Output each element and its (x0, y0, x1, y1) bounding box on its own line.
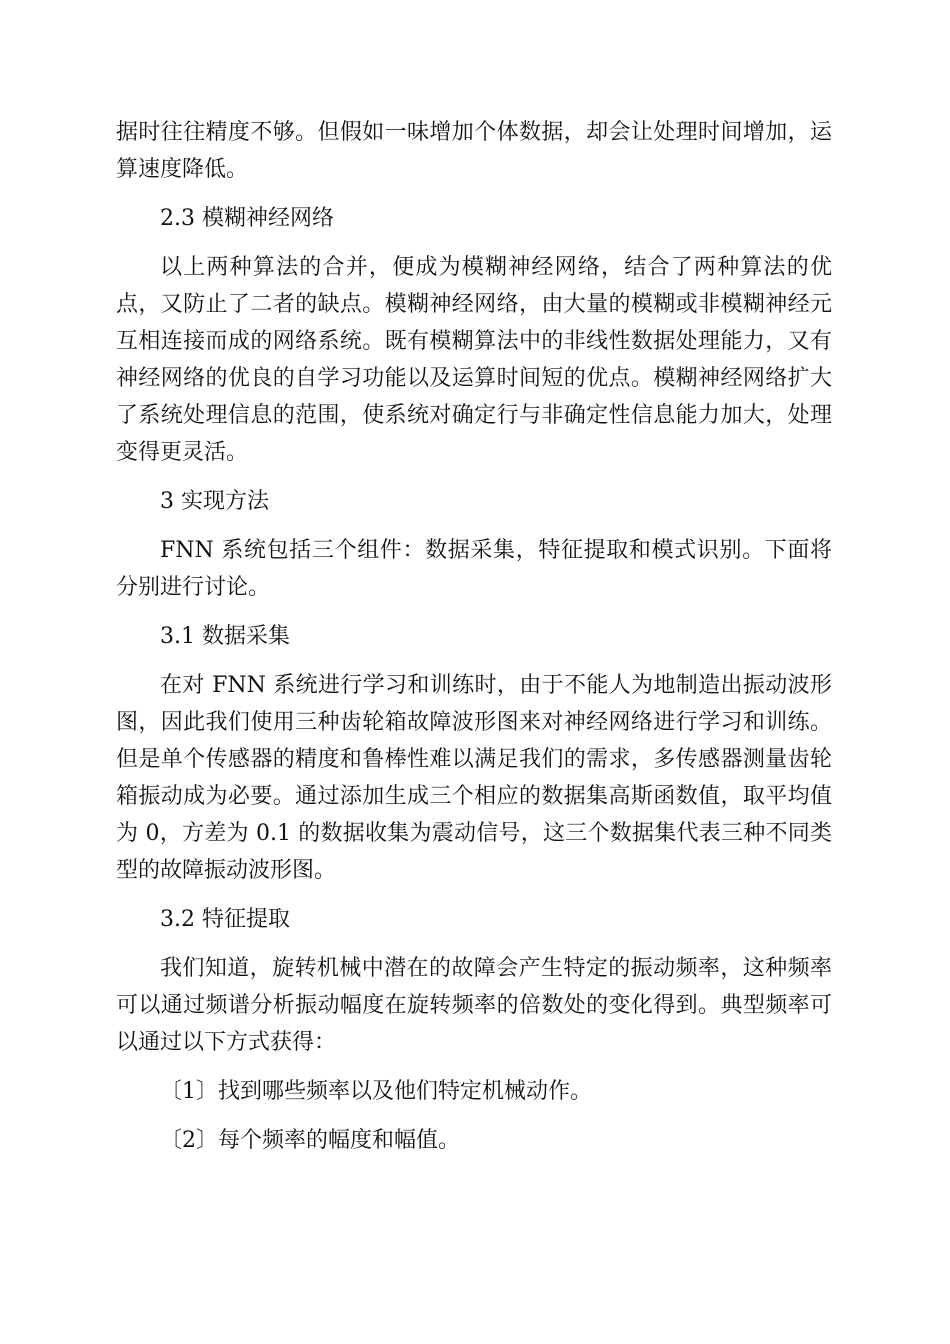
section-heading-2-3: 2.3 模糊神经网络 (160, 206, 334, 231)
paragraph-feature-extraction: 我们知道，旋转机械中潜在的故障会产生特定的振动频率，这种频率可以通过频谱分析振动幅度在旋转频率的倍数处的变化得到。典型频率可以通过以下方式获得： (116, 956, 832, 1055)
paragraph-data-collection: 在对 FNN 系统进行学习和训练时，由于不能人为地制造出振动波形图，因此我们使用三种齿轮箱故障波形图来对神经网络进行学习和训练。但是单个传感器的精度和鲁棒性难以满足我们的需求，多传感器测量齿轮箱振动成为必要。通过添加生成三个相应的数据集高斯函数值，取平均值为 0，方差为 0.1 的数据收集为震动信号，这三个数据集代表三种不同类型的故障振动波形图。 (116, 673, 832, 883)
paragraph-continued: 据时往往精度不够。但假如一味增加个体数据，却会让处理时间增加，运算速度降低。 (116, 120, 832, 182)
section-heading-3-1: 3.1 数据采集 (160, 624, 290, 649)
paragraph-fnn-components: FNN 系统包括三个组件：数据采集，特征提取和模式识别。下面将分别进行讨论。 (116, 538, 832, 600)
list-item-1: 〔1〕找到哪些频率以及他们特定机械动作。 (160, 1079, 592, 1104)
list-item-2: 〔2〕每个频率的幅度和幅值。 (160, 1128, 460, 1153)
paragraph-fuzzy-neural-network: 以上两种算法的合并，便成为模糊神经网络，结合了两种算法的优点，又防止了二者的缺点。模糊神经网络，由大量的模糊或非模糊神经元互相连接而成的网络系统。既有模糊算法中的非线性数据处理能力，又有神经网络的优良的自学习功能以及运算时间短的优点。模糊神经网络扩大了系统处理信息的范围，使系统对确定行与非确定性信息能力加大，处理变得更灵活。 (116, 255, 832, 465)
section-heading-3: 3 实现方法 (160, 489, 269, 514)
document-body (116, 114, 832, 1159)
section-heading-3-2: 3.2 特征提取 (160, 907, 290, 932)
